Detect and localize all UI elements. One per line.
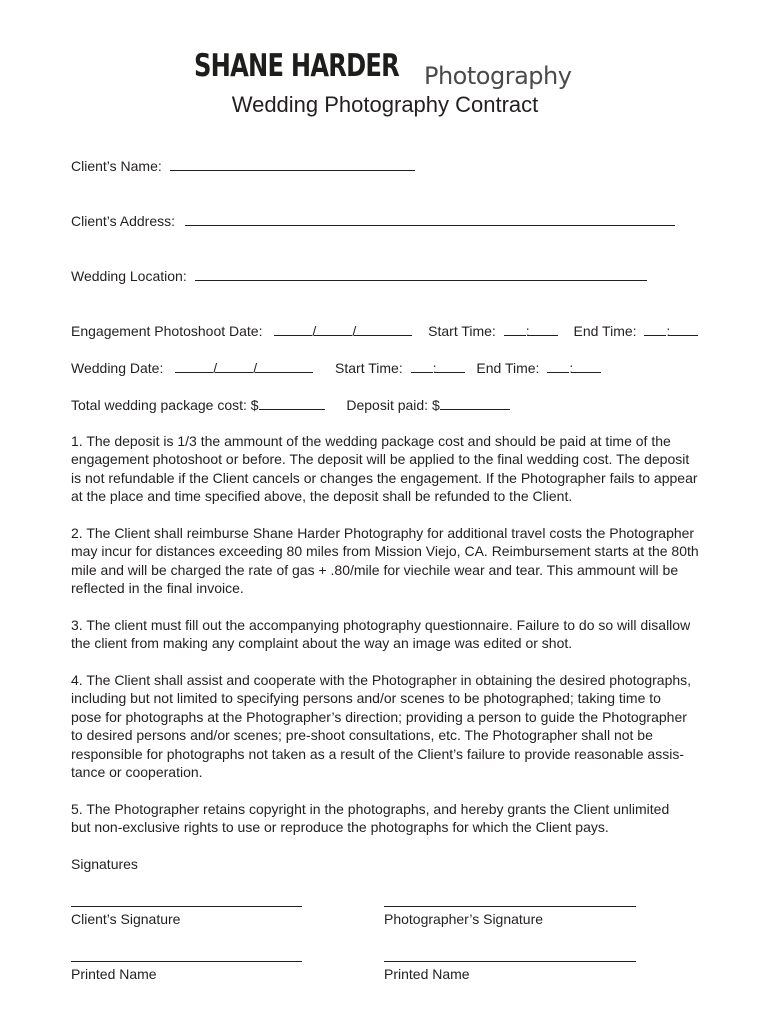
logo-wordmark: SHANE HARDER [194, 48, 399, 84]
clause-2 [71, 524, 711, 598]
clause-line: 4. The Client shall assist and cooperate with the Photographer in obtaining the desired photographs, [71, 672, 692, 688]
wedding-start-time-label: Start Time: [335, 360, 403, 376]
client-name-row [71, 157, 415, 174]
company-logo [194, 48, 572, 90]
clause-line: the client from making any complaint about the way an image was edited or shot. [71, 635, 573, 652]
total-cost-label: Total wedding package cost: $ [71, 397, 259, 413]
clause-line: mile and will be charged the rate of gas + .80/mile for viechile wear and tear. This ammount will be [71, 561, 679, 578]
clause-line: to desired persons and/or scenes; pre-shoot consultations, etc. The Photographer shall not be [71, 727, 653, 744]
client-name-field[interactable] [170, 157, 415, 171]
signatures-heading: Signatures [71, 856, 138, 872]
clause-line: but non-exclusive rights to use or reproduce the photographs for which the Client pays. [71, 819, 609, 836]
engagement-end-hour-field[interactable] [644, 322, 666, 336]
logo-subtitle: Photography [424, 62, 572, 90]
client-name-label: Client’s Name: [71, 158, 162, 174]
clause-3 [71, 616, 711, 653]
clause-line: 2. The Client shall reimburse Shane Harder Photography for additional travel costs the Photographer [71, 525, 695, 541]
clause-line: may incur for distances exceeding 80 miles from Mission Viejo, CA. Reimbursement starts at the 80th [71, 543, 699, 560]
clause-line: 5. The Photographer retains copyright in the photographs, and hereby grants the Client unlimited [71, 801, 670, 817]
engagement-end-time-label: End Time: [573, 323, 637, 339]
wedding-month-field[interactable] [175, 359, 213, 373]
wedding-location-label: Wedding Location: [71, 268, 187, 284]
wedding-start-minute-field[interactable] [435, 359, 465, 373]
wedding-start-hour-field[interactable] [411, 359, 433, 373]
clause-5 [71, 800, 711, 837]
client-signature-line[interactable] [71, 906, 302, 907]
client-address-field[interactable] [185, 212, 675, 226]
engagement-row: Engagement Photoshoot Date: / / Start Time: : End Time: : [71, 322, 698, 339]
wedding-date-label: Wedding Date: [71, 360, 164, 376]
total-cost-field[interactable] [259, 396, 325, 410]
engagement-month-field[interactable] [274, 322, 312, 336]
engagement-start-minute-field[interactable] [528, 322, 558, 336]
clause-line: 3. The client must fill out the accompanying photography questionnaire. Failure to do so will disallow [71, 617, 691, 633]
photographer-printed-name-label: Printed Name [384, 966, 470, 982]
client-printed-name-label: Printed Name [71, 966, 157, 982]
deposit-label: Deposit paid: $ [346, 397, 440, 413]
client-address-label: Client’s Address: [71, 213, 176, 229]
engagement-end-minute-field[interactable] [668, 322, 698, 336]
engagement-day-field[interactable] [314, 322, 352, 336]
wedding-location-row [71, 267, 647, 284]
clause-line: is not refundable if the Client cancels or changes the engagement. If the Photographer fails to appear [71, 469, 698, 486]
photographer-signature-line[interactable] [384, 906, 636, 907]
clause-line: reflected in the final invoice. [71, 580, 244, 597]
clause-1 [71, 432, 711, 506]
engagement-date-label: Engagement Photoshoot Date: [71, 323, 263, 339]
clause-4 [71, 671, 711, 781]
engagement-start-hour-field[interactable] [504, 322, 526, 336]
clause-line: including but not limited to specifying persons and/or scenes to be photographed; taking time to [71, 690, 661, 707]
wedding-date-row: Wedding Date: / / Start Time: : End Time: : [71, 359, 601, 376]
engagement-year-field[interactable] [354, 322, 412, 336]
client-address-row [71, 212, 675, 229]
deposit-field[interactable] [440, 396, 510, 410]
wedding-end-minute-field[interactable] [571, 359, 601, 373]
photographer-printed-name-line[interactable] [384, 961, 636, 962]
wedding-end-time-label: End Time: [476, 360, 540, 376]
clause-line: tance or cooperation. [71, 764, 203, 781]
payment-row [71, 396, 510, 413]
clause-line: pose for photographs at the Photographer’s direction; providing a person to guide the Photographer [71, 708, 687, 725]
wedding-day-field[interactable] [215, 359, 253, 373]
client-printed-name-line[interactable] [71, 961, 302, 962]
wedding-year-field[interactable] [255, 359, 313, 373]
photographer-signature-label: Photographer’s Signature [384, 911, 544, 927]
document-title: Wedding Photography Contract [231, 92, 539, 117]
clause-line: responsible for photographs not taken as a result of the Client’s failure to provide reasonable assis- [71, 745, 684, 762]
clause-line: engagement photoshoot or before. The deposit will be applied to the final wedding cost. The deposit [71, 451, 690, 468]
wedding-end-hour-field[interactable] [547, 359, 569, 373]
clause-line: 1. The deposit is 1/3 the ammount of the wedding package cost and should be paid at time of the [71, 433, 671, 449]
wedding-location-field[interactable] [195, 267, 647, 281]
client-signature-label: Client’s Signature [71, 911, 181, 927]
clause-line: at the place and time specified above, the deposit shall be refunded to the Client. [71, 488, 573, 505]
engagement-start-time-label: Start Time: [428, 323, 496, 339]
